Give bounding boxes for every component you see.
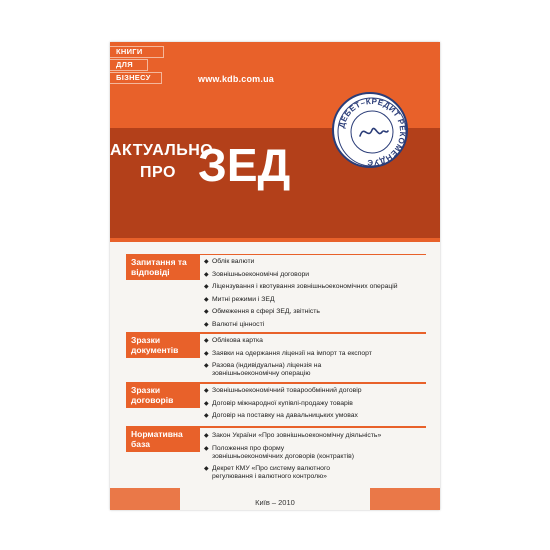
- section-items: [204, 387, 424, 425]
- bullet-icon: ◆: [204, 388, 209, 394]
- bullet-icon: ◆: [204, 338, 209, 344]
- list-item: ◆ Закон України «Про зовнішньоекономічну діяльність»: [204, 432, 382, 439]
- list-item: ◆ Облікова картка: [204, 337, 263, 344]
- svg-text:ДЕБЕТ–КРЕДИТ РЕКОМЕНДУЄ: [337, 97, 407, 167]
- list-item: ◆ Зовнішньоекономічні договори: [204, 270, 310, 278]
- recommend-stamp: [332, 92, 408, 168]
- series-logo: [110, 46, 164, 85]
- bullet-icon: ◆: [204, 363, 209, 369]
- list-item: ◆ Облік валюти: [204, 258, 255, 265]
- list-item: ◆ Ліцензування і квотування зовнішньоекономічних операцій: [204, 283, 398, 290]
- section-items: [204, 432, 424, 486]
- bullet-icon: ◆: [204, 271, 209, 278]
- footer-city-year: Київ – 2010: [255, 498, 295, 507]
- bullet-icon: ◆: [204, 321, 209, 328]
- bullet-icon: ◆: [204, 350, 209, 357]
- bullet-icon: ◆: [204, 413, 209, 419]
- bullet-icon: ◆: [204, 296, 209, 303]
- book-cover: [110, 42, 440, 510]
- stamp-seal-icon: [334, 94, 410, 170]
- website-url: www.kdb.com.ua: [198, 74, 274, 84]
- list-item: ◆ Договір на поставку на давальницьких умовах: [204, 412, 358, 419]
- list-item: ◆ Обмеження в сфері ЗЕД, звітність: [204, 308, 320, 315]
- section-items: [204, 258, 424, 333]
- section-label: Запитання та відповіді: [126, 254, 200, 280]
- list-item: ◆ Митні режими і ЗЕД: [204, 295, 275, 303]
- list-item: ◆ Положення про форму зовнішньоекономічних договорів (контрактів): [204, 444, 354, 460]
- list-item: ◆ Договір міжнародної купівлі-продажу товарів: [204, 399, 353, 407]
- title-underline: [110, 238, 440, 242]
- title-line-2: ПРО: [140, 164, 176, 181]
- stamp-ring-text: ДЕБЕТ–КРЕДИТ РЕКОМЕНДУЄ: [337, 96, 408, 168]
- bullet-icon: ◆: [204, 309, 209, 315]
- series-line-3: БІЗНЕСУ: [110, 72, 162, 84]
- bullet-icon: ◆: [204, 284, 209, 290]
- series-line-1: КНИГИ: [110, 46, 164, 58]
- list-item: ◆ Зовнішньоекономічний товарообмінний договір: [204, 387, 362, 394]
- section-label: Зразки договорів: [126, 382, 200, 408]
- title-main: ЗЕД: [198, 139, 291, 191]
- list-item: ◆ Валютні цінності: [204, 320, 265, 328]
- bullet-icon: ◆: [204, 400, 209, 407]
- list-item: ◆ Разова (індивідуальна) ліцензія на зовнішньоекономічну операцію: [204, 362, 322, 377]
- list-item: ◆ Заявки на одержання ліцензії на імпорт та експорт: [204, 349, 372, 357]
- bullet-icon: ◆: [204, 433, 209, 439]
- section-label: Нормативна база: [126, 426, 200, 452]
- bullet-icon: ◆: [204, 259, 209, 265]
- bullet-icon: ◆: [204, 445, 209, 452]
- bullet-icon: ◆: [204, 466, 209, 472]
- title-line-1: АКТУАЛЬНО: [110, 142, 214, 159]
- section-items: [204, 337, 424, 383]
- list-item: ◆ Декрет КМУ «Про систему валютного регулювання і валютного контролю»: [204, 465, 331, 480]
- series-line-2: ДЛЯ: [110, 59, 148, 71]
- section-label: Зразки документів: [126, 332, 200, 358]
